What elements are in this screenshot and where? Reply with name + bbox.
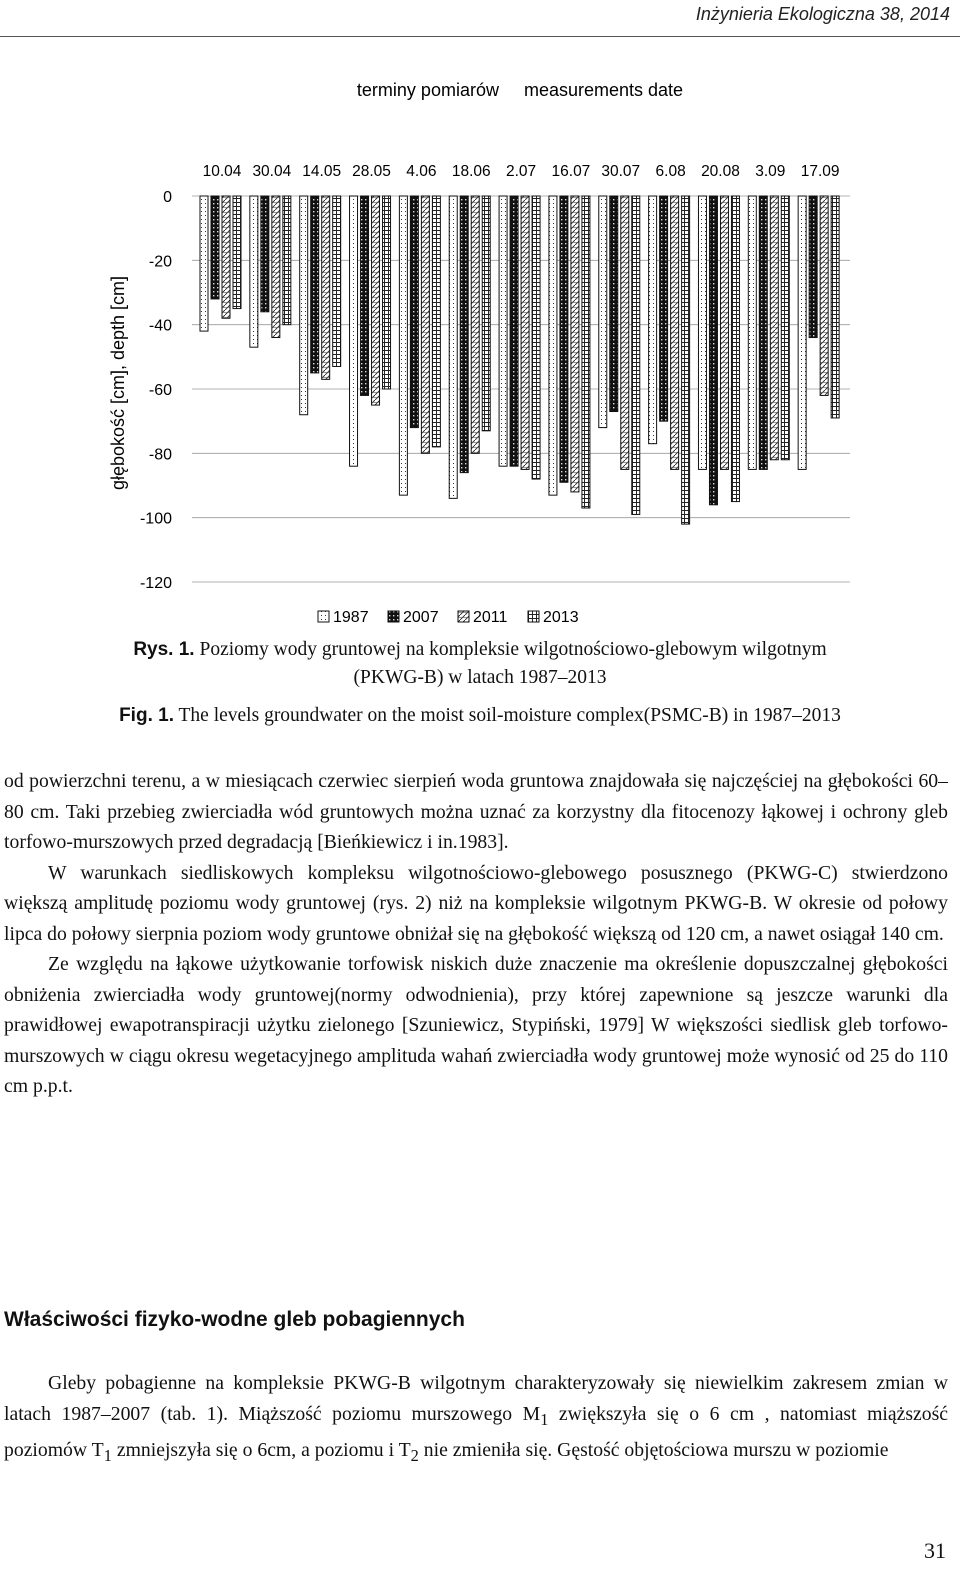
page-number: 31	[924, 1538, 946, 1563]
x-tick-label: 20.08	[701, 163, 740, 180]
legend-swatch-2007	[388, 611, 399, 622]
bar-2007	[759, 196, 767, 469]
bar-2007	[809, 196, 817, 338]
x-tick-label: 16.07	[551, 163, 591, 180]
bar-2007	[211, 196, 219, 299]
y-tick-label: -80	[148, 446, 172, 464]
bar-2013	[632, 196, 640, 514]
bar-2013	[383, 196, 391, 389]
bar-2007	[510, 196, 518, 466]
bar-1987	[200, 196, 208, 331]
y-tick-label: -120	[139, 575, 172, 592]
bar-2007	[610, 196, 618, 412]
bar-2011	[471, 196, 479, 453]
bar-2011	[521, 196, 529, 469]
body-text	[4, 766, 948, 1102]
bar-1987	[499, 196, 507, 466]
rys-text2: (PKWG-B) w latach 1987–2013	[353, 667, 607, 688]
y-tick-label: -60	[148, 382, 172, 399]
bar-2007	[460, 196, 468, 473]
x-tick-label: 4.06	[406, 163, 437, 180]
bar-2011	[621, 196, 629, 469]
x-tick-label: 14.05	[302, 163, 342, 180]
legend-swatch-1987	[318, 611, 329, 622]
section-title: Właściwości fizyko-wodne gleb pobagiennych	[4, 1308, 465, 1331]
bar-2013	[233, 196, 241, 309]
fig-label: Fig. 1.	[119, 705, 174, 726]
paragraph-2: W warunkach siedliskowych kompleksu wilgotnościowo-glebowego posusznego (PKWG-C) stwierdzono większą amplitudę poziomu wody gruntowej (rys. 2) niż na kompleksie wilgotnym PKWG-B. W okresie od połowy lipca do połowy sierpnia poziom wody gruntowe obniżał się na głębokość większą od 120 cm, a nawet osiągał 140 cm.	[4, 861, 948, 945]
bar-2013	[482, 196, 490, 431]
bar-2011	[571, 196, 579, 492]
legend-label-2007: 2007	[403, 609, 439, 626]
p4-part-a: Gleby pobagienne na kompleksie PKWG-B wilgotnym charakteryzowały się niewielkim zakresem zmian w latach 1987–2007 (tab. 1). Miąższość poziomu murszowego M	[4, 1372, 948, 1425]
bar-2011	[372, 196, 380, 405]
p4-sub-2: 1	[103, 1445, 112, 1465]
header-divider	[0, 36, 960, 37]
bar-2013	[333, 196, 341, 366]
legend-label-2013: 2013	[543, 609, 579, 626]
bar-1987	[748, 196, 756, 469]
figure-caption-pl	[10, 636, 950, 692]
bar-2011	[770, 196, 778, 460]
bar-2011	[421, 196, 429, 453]
bar-1987	[549, 196, 557, 495]
bar-2011	[322, 196, 330, 379]
bar-2007	[709, 196, 717, 505]
bar-2011	[720, 196, 728, 469]
y-tick-labels	[140, 189, 172, 592]
bar-1987	[300, 196, 308, 415]
bar-2013	[682, 196, 690, 524]
bar-2007	[410, 196, 418, 428]
x-tick-label: 10.04	[202, 163, 242, 180]
legend-label-1987: 1987	[333, 609, 369, 626]
bar-1987	[599, 196, 607, 428]
legend	[318, 609, 579, 626]
x-tick-labels	[203, 163, 840, 180]
x-tick-label: 2.07	[505, 163, 537, 180]
y-tick-label: -100	[139, 510, 172, 528]
p4-sub-3: 2	[410, 1445, 419, 1465]
rys-label: Rys. 1.	[133, 639, 195, 660]
bar-1987	[798, 196, 806, 469]
rys-text: Poziomy wody gruntowej na kompleksie wilgotnościowo-glebowym wilgotnym	[199, 639, 827, 660]
bar-2013	[432, 196, 440, 447]
x-tick-label: 30.04	[252, 163, 292, 180]
bar-2013	[283, 196, 291, 325]
paragraph-4	[4, 1368, 948, 1471]
y-tick-label: -40	[148, 317, 172, 335]
bar-1987	[250, 196, 258, 347]
figure-caption-en	[10, 702, 950, 730]
bar-2011	[272, 196, 280, 338]
legend-label-2011: 2011	[473, 609, 508, 626]
p4-part-d: nie zmieniła się. Gęstość objętościowa murszu w poziomie	[418, 1438, 889, 1461]
x-tick-label: 18.06	[451, 163, 491, 180]
p4-part-c: zmniejszyła się o 6cm, a poziomu i T	[111, 1438, 411, 1461]
p4-sub-1: 1	[540, 1409, 549, 1429]
p4-part-b: zwiększyła się o 6 cm , natomiast miąższość poziomów T	[4, 1402, 948, 1461]
bar-2011	[820, 196, 828, 395]
groundwater-depth-chart	[0, 70, 960, 630]
section-body	[4, 1368, 948, 1471]
paragraph-1: od powierzchni terenu, a w miesiącach czerwiec sierpień woda gruntowa znajdowała się najczęściej na głębokości 60–80 cm. Taki przebieg zwierciadła wód gruntowych można uznać za korzystny dla fitocenozy łąkowej i ochrony gleb torfowo-murszowych przed degradacją [Bieńkiewicz i in.1983].	[4, 770, 948, 853]
bar-1987	[449, 196, 457, 498]
bar-1987	[698, 196, 706, 469]
y-axis-label: głębokość [cm], depth [cm]	[108, 275, 128, 491]
x-tick-label: 30.07	[601, 163, 641, 180]
bar-2013	[532, 196, 540, 479]
journal-header: Inżynieria Ekologiczna 38, 2014	[695, 4, 950, 24]
bar-2007	[311, 196, 319, 373]
y-tick-label: -20	[148, 253, 172, 271]
chart-title: terminy pomiarów measurements date	[356, 80, 684, 100]
bar-2007	[261, 196, 269, 312]
legend-swatch-2013	[528, 611, 539, 622]
bar-2011	[222, 196, 230, 318]
bar-2013	[582, 196, 590, 508]
legend-swatch-2011	[458, 611, 469, 622]
x-tick-label: 3.09	[755, 163, 786, 180]
bar-2013	[831, 196, 839, 418]
bar-2007	[660, 196, 668, 421]
bar-2011	[671, 196, 679, 469]
bar-1987	[399, 196, 407, 495]
paragraph-3: Ze względu na łąkowe użytkowanie torfowisk niskich duże znaczenie ma określenie dopuszczalnej głębokości obniżenia zwierciadła wody gruntowej(normy odwodnienia), przy której zapewnione są jeszcze warunki dla prawidłowej ewapotranspiracji użytku zielonego [Szuniewicz, Stypiński, 1979] W większości siedlisk gleb torfowo-murszowych w ciągu okresu wegetacyjnego amplituda wahań zwierciadła wody gruntowej może wynosić od 25 do 110 cm p.p.t.	[4, 953, 948, 1097]
bars	[200, 196, 839, 524]
x-tick-label: 17.09	[800, 163, 840, 180]
bar-2013	[731, 196, 739, 502]
bar-1987	[350, 196, 358, 466]
fig-text: The levels groundwater on the moist soil-moisture complex(PSMC-B) in 1987–2013	[178, 705, 841, 726]
x-tick-label: 28.05	[352, 163, 391, 180]
bar-2013	[781, 196, 789, 460]
bar-2007	[361, 196, 369, 395]
y-tick-label: 0	[163, 189, 172, 206]
bar-1987	[649, 196, 657, 444]
bar-2007	[560, 196, 568, 482]
x-tick-label: 6.08	[655, 163, 686, 180]
